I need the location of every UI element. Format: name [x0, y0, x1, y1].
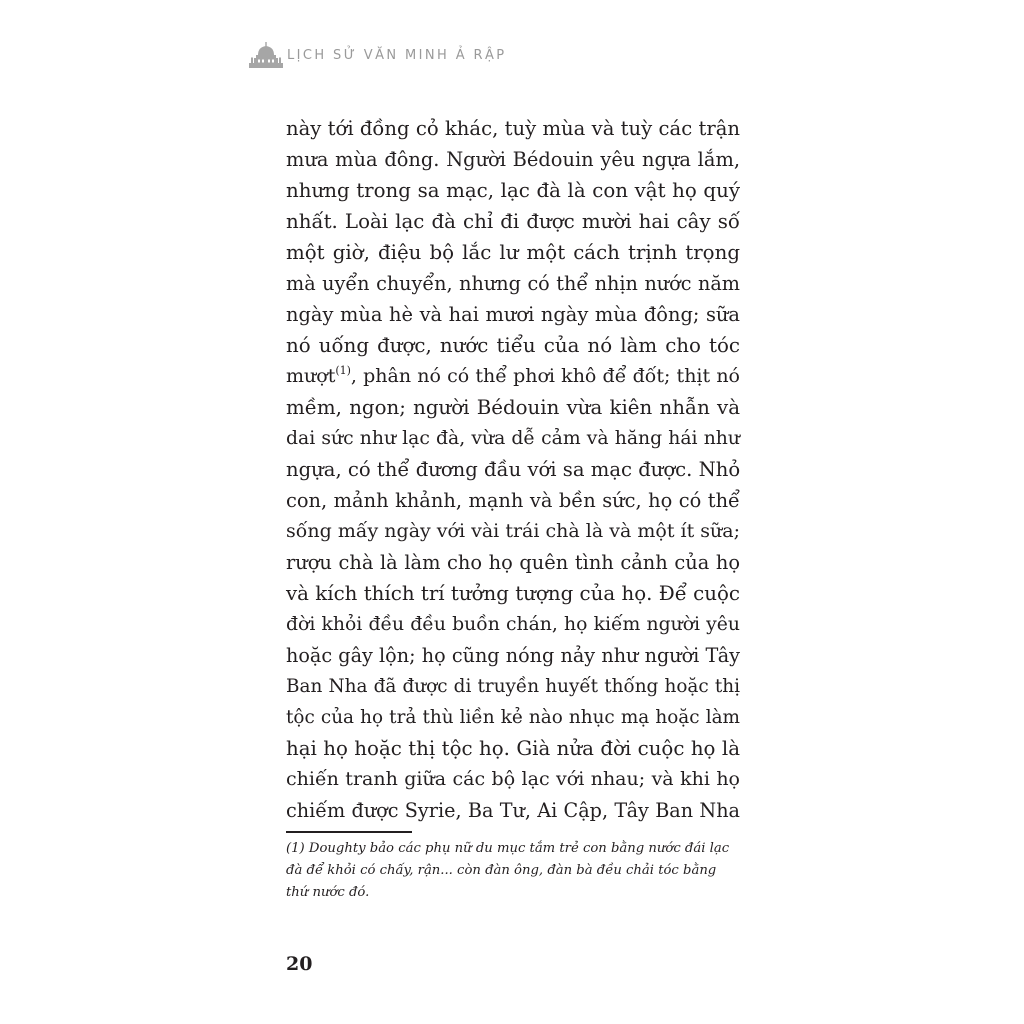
text-line: mưa mùa đông. Người Bédouin yêu ngựa lắm, [286, 148, 740, 171]
running-header [249, 40, 507, 70]
text-line: ngựa, có thể đương đầu với sa mạc được. Nhỏ [286, 458, 741, 481]
text-line: chiếm được Syrie, Ba Tư, Ai Cập, Tây Ban Nha [286, 799, 740, 822]
text-fragment: mượt [286, 365, 336, 387]
text-line: Ban Nha đã được di truyền huyết thống hoặc thị [286, 676, 740, 697]
text-line: nhưng trong sa mạc, lạc đà là con vật họ quý [286, 179, 740, 202]
text-line [286, 361, 740, 392]
text-line: hại họ hoặc thị tộc họ. Già nửa đời cuộc họ là [286, 737, 740, 760]
footnote-divider [286, 831, 412, 833]
footnote-marker: (1) [335, 364, 351, 377]
text-line: mà uyển chuyển, nhưng có thể nhịn nước năm [286, 272, 740, 295]
text-line: hoặc gây lộn; họ cũng nóng nảy như người Tây [286, 644, 740, 667]
text-line: và kích thích trí tưởng tượng của họ. Để cuộc [286, 582, 740, 605]
text-line: một giờ, điệu bộ lắc lư một cách trịnh trọng [286, 241, 740, 264]
text-line: mềm, ngon; người Bédouin vừa kiên nhẫn và [286, 396, 740, 419]
text-fragment: , phân nó có thể phơi khô để đốt; thịt nó [350, 365, 740, 387]
text-line: rượu chà là làm cho họ quên tình cảnh của họ [286, 551, 740, 574]
text-line: ngày mùa hè và hai mươi ngày mùa đông; sữa [286, 303, 740, 326]
body-text [286, 113, 740, 826]
text-line: nhất. Loài lạc đà chỉ đi được mười hai cây số [286, 210, 740, 233]
text-line: con, mảnh khảnh, mạnh và bền sức, họ có thể [286, 489, 740, 512]
mosque-dome-icon [249, 42, 283, 68]
text-line: dai sức như lạc đà, vừa dễ cảm và hăng hái như [286, 428, 740, 449]
footnote-line: (1) Doughty bảo các phụ nữ du mục tắm trẻ con bằng nước đái lạc [286, 841, 730, 856]
text-line: tộc của họ trả thù liền kẻ nào nhục mạ hoặc làm [286, 707, 740, 728]
footnote [286, 838, 742, 904]
text-line: sống mấy ngày với vài trái chà là và một ít sữa; [286, 520, 740, 542]
footnote-line: đà để khỏi có chấy, rận... còn đàn ông, đàn bà đều chải tóc bằng [286, 863, 717, 878]
page-number: 20 [286, 953, 313, 975]
text-line: chiến tranh giữa các bộ lạc với nhau; và khi họ [286, 768, 740, 790]
footnote-line: thứ nước đó. [286, 885, 370, 900]
book-title: LỊCH SỬ VĂN MINH Ả RẬP [287, 47, 507, 63]
text-line: đời khỏi đều đều buồn chán, họ kiếm người yêu [286, 614, 740, 635]
text-line: này tới đồng cỏ khác, tuỳ mùa và tuỳ các trận [286, 117, 740, 140]
text-line: nó uống được, nước tiểu của nó làm cho tóc [286, 334, 740, 357]
